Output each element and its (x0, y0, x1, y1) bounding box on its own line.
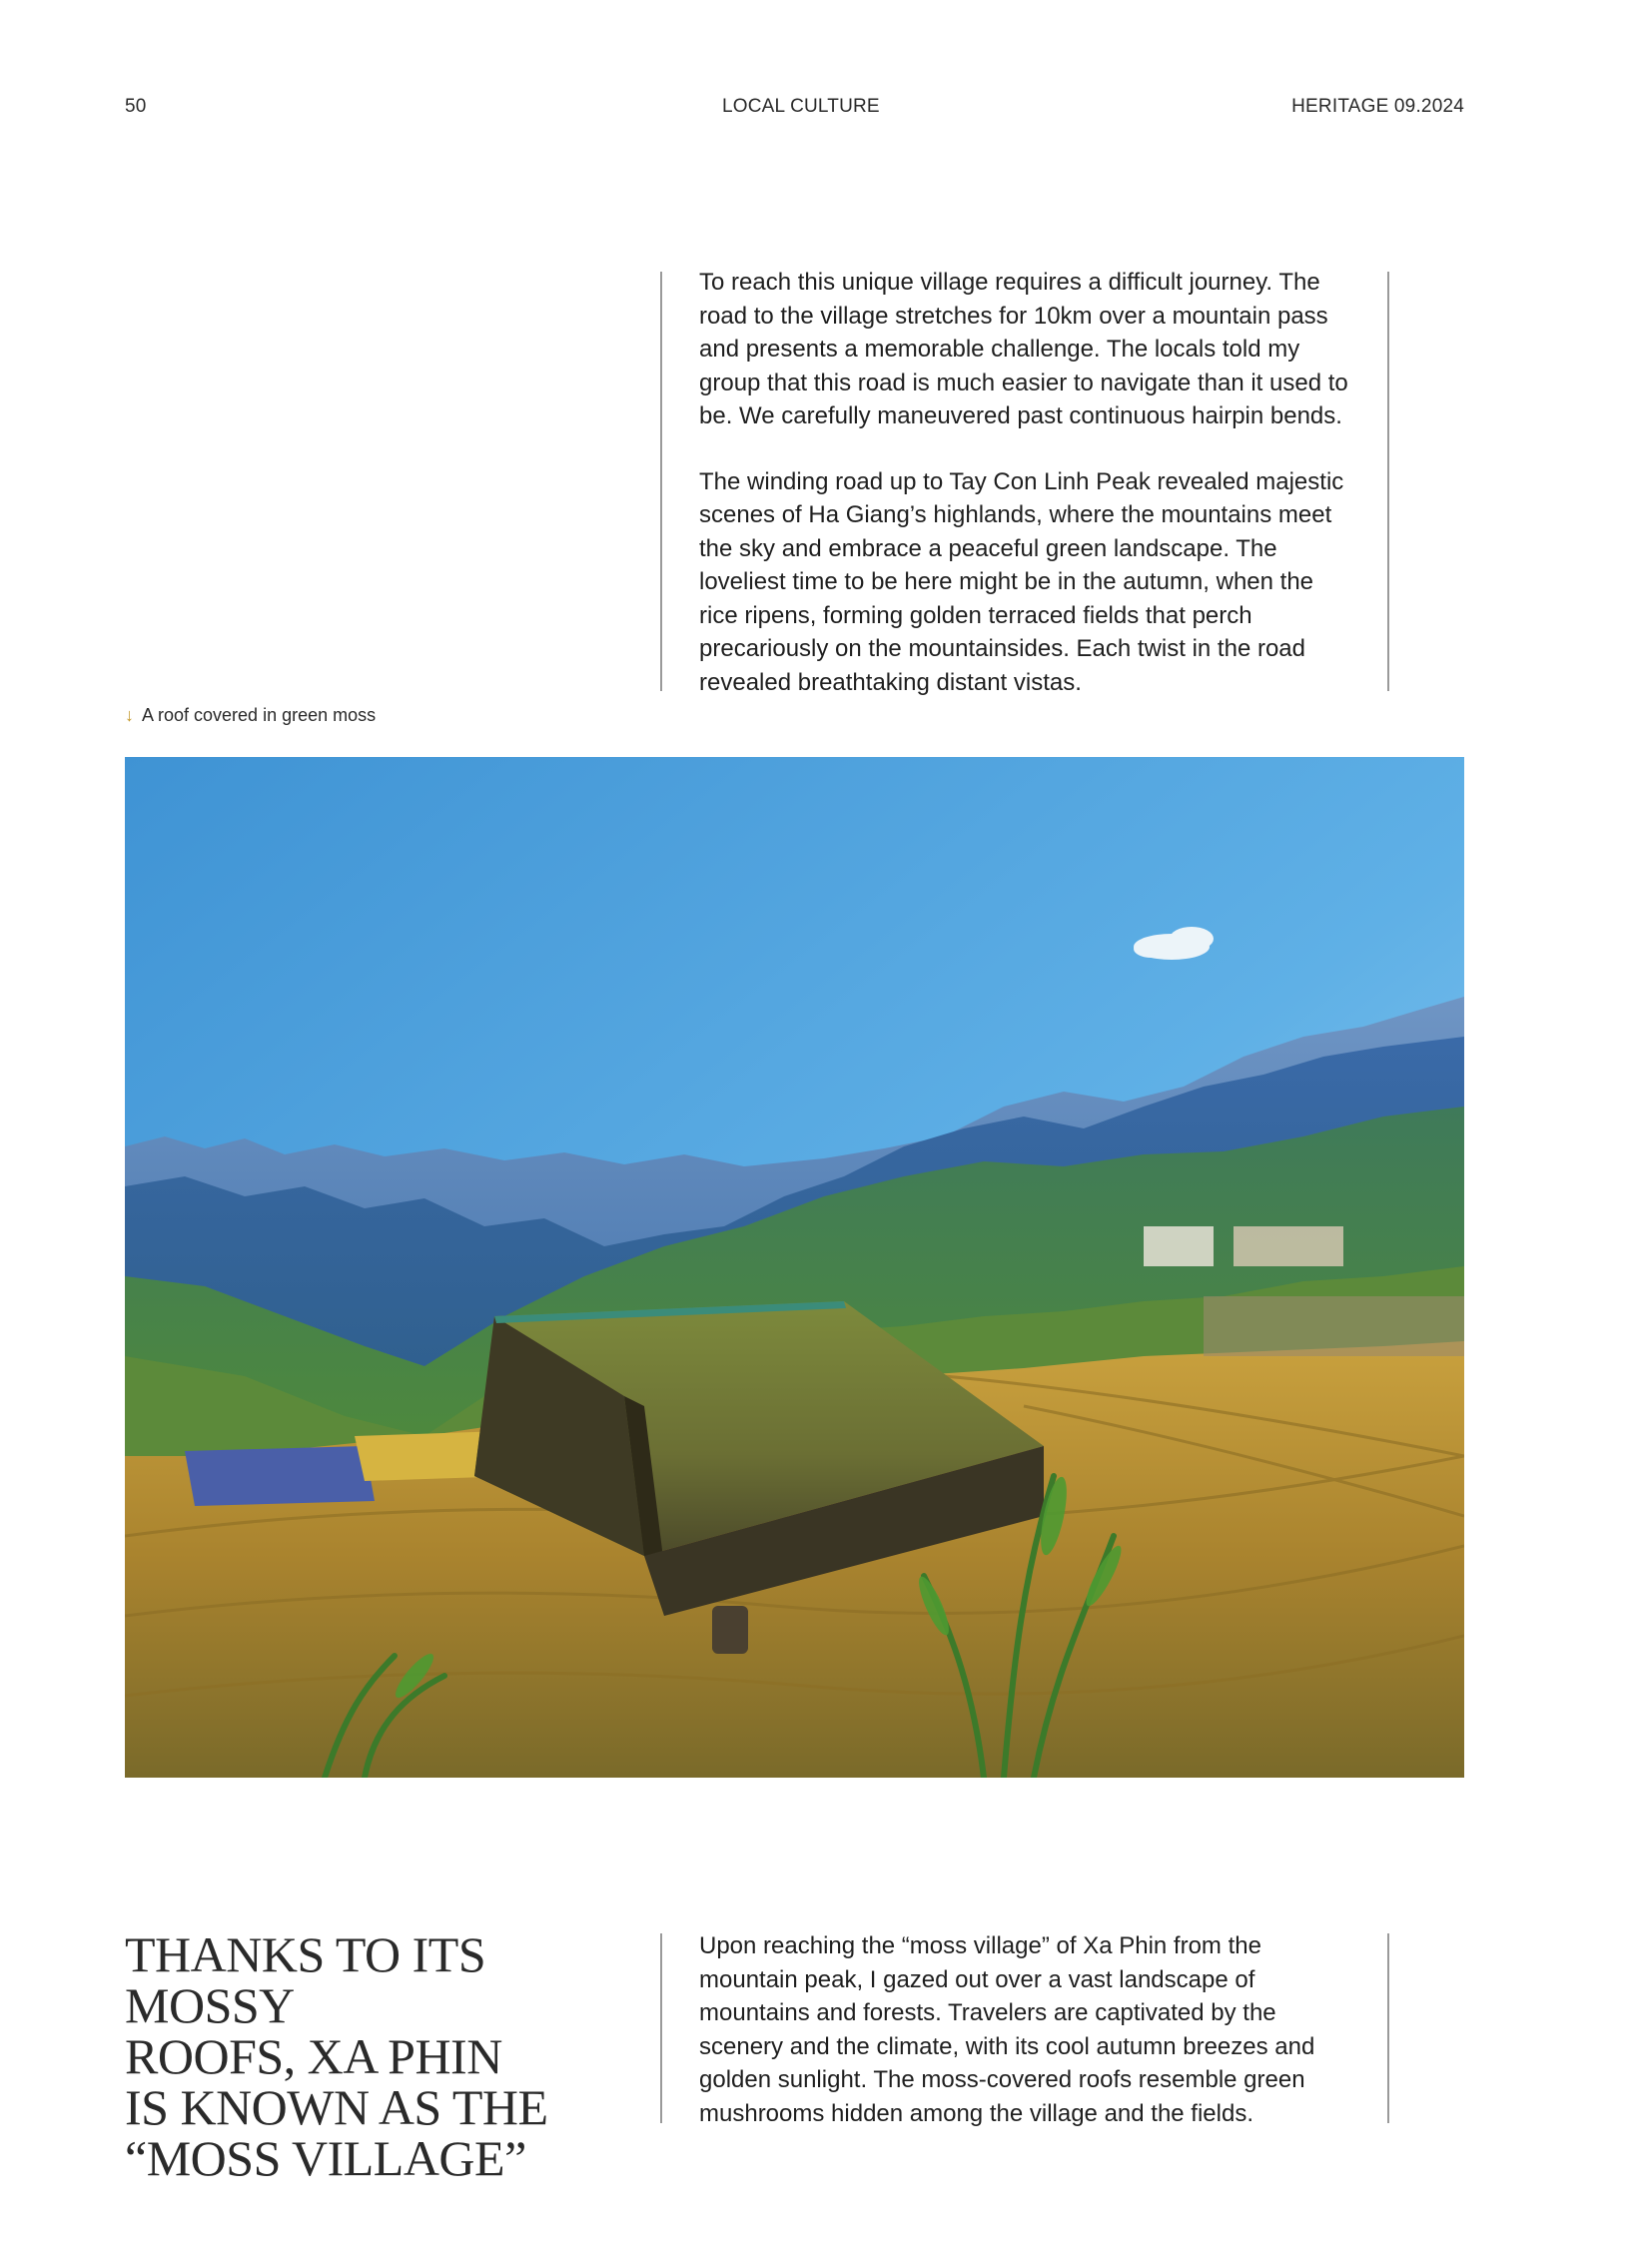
photo-caption (125, 705, 376, 726)
intro-text (699, 266, 1358, 699)
landscape-photo (125, 757, 1464, 1778)
column-rule-right (1387, 1933, 1389, 2123)
pull-quote-line: THANKS TO ITS MOSSY (125, 1926, 486, 2033)
pull-quote-line: ROOFS, XA PHIN (125, 2028, 502, 2084)
closing-text (699, 1929, 1358, 2130)
intro-paragraph: To reach this unique village requires a difficult journey. The road to the village stretches for 10km over a mountain pass and presents a memorable challenge. The locals told my group that this road is much easier to navigate than it used to be. We carefully maneuvered past continuous hairpin bends. (699, 269, 1348, 429)
page-number: 50 (125, 96, 147, 117)
closing-paragraph: Upon reaching the “moss village” of Xa Phin from the mountain peak, I gazed out over a vast landscape of mountains and forests. Travelers are captivated by the scenery and the climate, with its cool autumn breezes and golden sunlight. The moss-covered roofs resemble green mushrooms hidden among the village and the fields. (699, 1932, 1315, 2127)
column-rule-left (660, 1933, 662, 2123)
intro-paragraph: The winding road up to Tay Con Linh Peak revealed majestic scenes of Ha Giang’s highlands, where the mountains meet the sky and embrace a peaceful green landscape. The loveliest time to be here might be in the autumn, when the rice ripens, forming golden terraced fields that perch precariously on the mountainsides. Each twist in the road revealed breathtaking distant vistas. (699, 467, 1344, 696)
pull-quote (125, 1926, 644, 2186)
section-title: LOCAL CULTURE (722, 96, 880, 117)
column-rule-left (660, 272, 662, 691)
pull-quote-line: “MOSS VILLAGE” (125, 2130, 526, 2186)
pull-quote-line: IS KNOWN AS THE (125, 2079, 548, 2135)
arrow-down-icon: ↓ (125, 705, 134, 725)
photo-caption-text: A roof covered in green moss (142, 705, 377, 725)
column-rule-right (1387, 272, 1389, 691)
issue-label: HERITAGE 09.2024 (1291, 96, 1464, 117)
